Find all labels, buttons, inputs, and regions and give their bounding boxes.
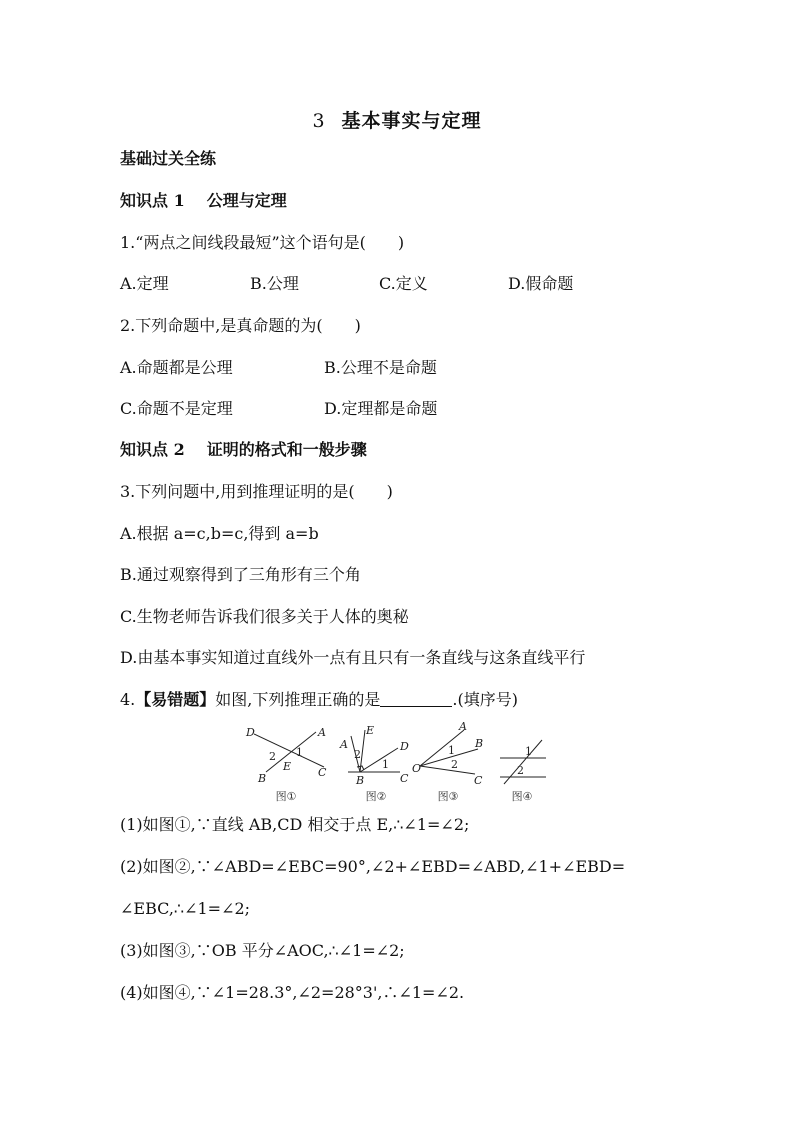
page-title [0, 106, 794, 133]
q4-tag: 【易错题】 [135, 690, 216, 709]
fig1-label-c: C [318, 766, 327, 779]
q3-option-c: C.生物老师告诉我们很多关于人体的奥秘 [120, 607, 409, 626]
q4-item-1: (1)如图①,∵直线 AB,CD 相交于点 E,∴∠1=∠2; [120, 815, 470, 834]
q2-option-b: B.公理不是命题 [324, 358, 437, 377]
kp1-title: 公理与定理 [206, 191, 287, 210]
fig1-angle-1: 1 [296, 746, 303, 759]
fig3-label-a: A [459, 722, 467, 733]
fig2-label-b: B [356, 774, 365, 787]
q1-option-c: C.定义 [379, 274, 428, 293]
fig1-label-b: B [258, 772, 267, 785]
fig3-angle-2: 2 [451, 758, 458, 771]
fig2-label-a: A [340, 738, 348, 751]
q4-item-2: (2)如图②,∵∠ABD=∠EBC=90°,∠2+∠EBD=∠ABD,∠1+∠EBD= [120, 857, 626, 876]
fig3-ray-oc [420, 766, 475, 774]
fig1-caption: 图① [275, 790, 297, 803]
fig3-label-b: B [475, 737, 484, 750]
fig2-label-e: E [366, 724, 375, 737]
q2-option-c: C.命题不是定理 [120, 399, 233, 418]
q4-item-3: (3)如图③,∵OB 平分∠AOC,∴∠1=∠2; [120, 941, 405, 960]
q3-option-b: B.通过观察得到了三角形有三个角 [120, 565, 361, 584]
kp2-title: 证明的格式和一般步骤 [206, 440, 367, 459]
kp1-label: 知识点 1 [120, 191, 185, 210]
fig2-angle-1: 1 [382, 758, 389, 771]
fig4-angle-2: 2 [517, 764, 524, 777]
fig3-label-c: C [474, 774, 483, 787]
fig4-caption: 图④ [511, 790, 533, 803]
fig3-caption: 图③ [437, 790, 459, 803]
fig2-ray-bd [360, 748, 398, 772]
q1-option-d: D.假命题 [508, 274, 574, 293]
q2-option-a: A.命题都是公理 [120, 358, 233, 377]
fig4-angle-1: 1 [525, 745, 532, 758]
question-1-stem: 1.“两点之间线段最短”这个语句是( ) [120, 233, 405, 252]
q3-option-d: D.由基本事实知道过直线外一点有且只有一条直线与这条直线平行 [120, 648, 586, 667]
section-heading: 基础过关全练 [120, 149, 217, 168]
title-text: 基本事实与定理 [341, 110, 482, 132]
q4-item-2-cont: ∠EBC,∴∠1=∠2; [120, 899, 251, 918]
q3-option-a: A.根据 a=c,b=c,得到 a=b [120, 524, 319, 543]
question-2-stem: 2.下列命题中,是真命题的为( ) [120, 316, 361, 335]
q4-stem-a: 如图,下列推理正确的是 [215, 690, 381, 709]
fig3-angle-1: 1 [448, 744, 455, 757]
fig2-caption: 图② [365, 790, 387, 803]
q4-answer-blank[interactable] [380, 690, 452, 707]
knowledge-point-1 [120, 190, 700, 212]
fig1-label-a: A [318, 726, 326, 739]
q4-item-4: (4)如图④,∵∠1=28.3°,∠2=28°3',∴∠1=∠2. [120, 983, 465, 1002]
fig3-label-o: O [412, 762, 422, 775]
question-3-stem: 3.下列问题中,用到推理证明的是( ) [120, 482, 393, 501]
fig1-angle-2: 2 [269, 750, 276, 763]
figures-row [240, 722, 560, 806]
title-number: 3 [312, 110, 326, 132]
q1-option-a: A.定理 [120, 274, 169, 293]
q2-option-d: D.定理都是命题 [324, 399, 438, 418]
kp2-label: 知识点 2 [120, 440, 185, 459]
fig2-angle-2: 2 [354, 748, 361, 761]
q4-number: 4. [120, 690, 136, 709]
question-4-stem [120, 689, 700, 711]
q4-stem-b: .(填序号) [452, 690, 518, 709]
knowledge-point-2 [120, 439, 700, 461]
fig1-label-e: E [283, 760, 292, 773]
fig1-label-d: D [246, 726, 255, 739]
q1-option-b: B.公理 [250, 274, 299, 293]
fig2-label-d: D [400, 740, 409, 753]
fig2-label-c: C [400, 772, 409, 785]
figures-svg [240, 722, 560, 806]
